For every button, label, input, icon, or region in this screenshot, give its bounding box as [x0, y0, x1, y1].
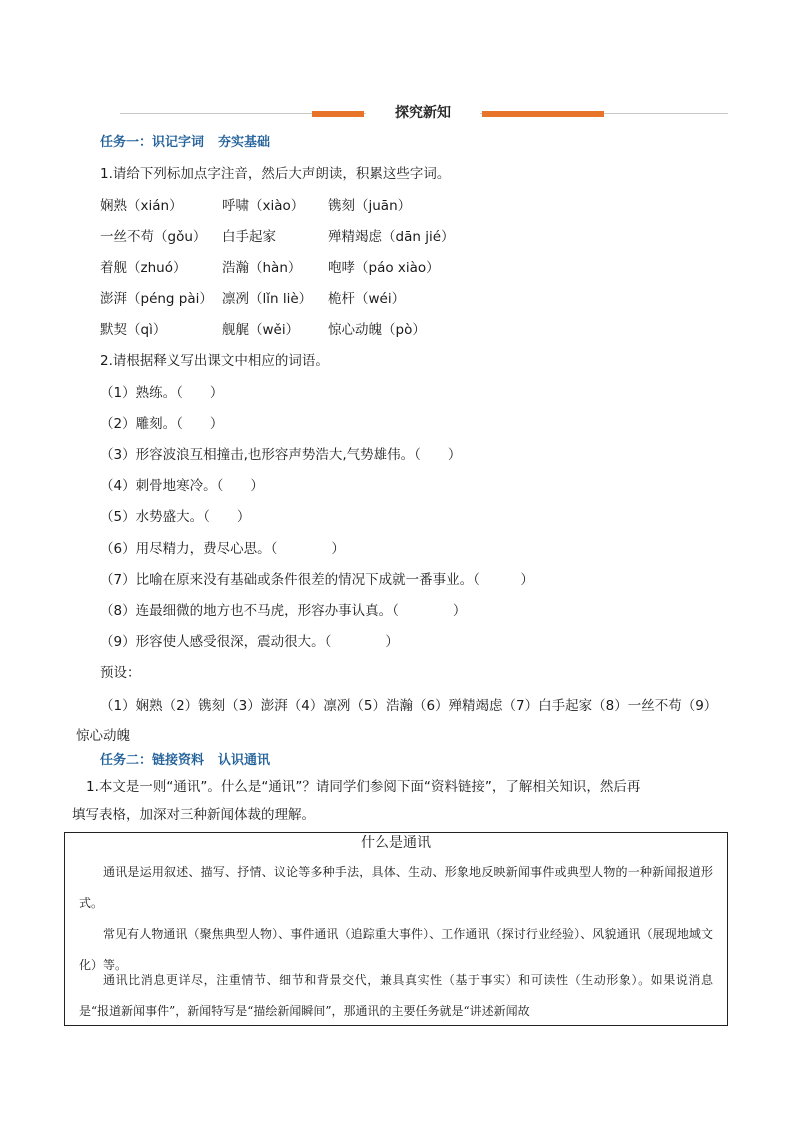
task2-question-1-line2: 填写表格，加深对三种新闻体裁的理解。: [72, 807, 315, 823]
word-item: 澎湃（péng pài）: [100, 291, 213, 307]
word-item: 舰艉（wěi）: [222, 322, 300, 338]
preset-label: 预设：: [100, 665, 141, 681]
task2-question-1-line1: 1.本文是一则“通讯”。什么是“通讯”？请同学们参阅下面“资料链接”，了解相关知识，然后再: [86, 779, 641, 795]
word-item: 着舰（zhuó）: [100, 260, 187, 276]
task1-heading-sub: 夯实基础: [218, 135, 271, 150]
resource-paragraph-2: 常见有人物通讯（聚焦典型人物）、事件通讯（追踪重大事件）、工作通讯（探讨行业经验）、风貌通讯（展现地域文化）等。: [79, 927, 713, 972]
word-row-4: [100, 290, 405, 308]
definition-item: （6）用尽精力，费尽心思。（ ）: [100, 541, 345, 557]
definition-item: （9）形容使人感受很深，震动很大。（ ）: [100, 634, 399, 650]
resource-paragraph-3: 通讯比消息更详尽，注重情节、细节和背景交代，兼具真实性（基于事实）和可读性（生动形象）。如果说消息是“报道新闻事件”，新闻特写是“描绘新闻瞬间”，那通讯的主要任务就是“讲述新闻故: [79, 973, 713, 1018]
task2-heading-sub: 认识通讯: [218, 753, 271, 768]
definition-item: （5）水势盛大。（ ）: [100, 509, 251, 525]
definition-item: （7）比喻在原来没有基础或条件很差的情况下成就一番事业。（ ）: [100, 572, 534, 588]
definition-item: （4）刺骨地寒冷。（ ）: [100, 478, 264, 494]
word-item: 一丝不苟（gǒu）: [100, 229, 207, 245]
word-item: 浩瀚（hàn）: [222, 260, 302, 276]
header-accent-left: [312, 111, 364, 117]
word-item: 咆哮（páo xiào）: [328, 260, 440, 276]
word-item: 娴熟（xián）: [100, 198, 183, 214]
task1-question-2: 2.请根据释义写出课文中相应的词语。: [100, 353, 329, 369]
definition-item: （3）形容波浪互相撞击,也形容声势浩大,气势雄伟。（ ）: [100, 447, 462, 463]
word-item: 呼啸（xiào）: [222, 198, 305, 214]
task1-heading-main: 任务一：识记字词: [100, 135, 205, 150]
word-item: 凛冽（lǐn liè）: [222, 291, 313, 307]
word-item: 镌刻（juān）: [328, 198, 412, 214]
word-row-5: [100, 321, 426, 339]
task1-heading: [100, 134, 284, 152]
section-header: [120, 104, 728, 122]
resource-box: [64, 832, 728, 1026]
task2-heading: [100, 752, 284, 770]
task1-question-1: 1.请给下列标加点字注音，然后大声朗读，积累这些字词。: [100, 166, 451, 182]
word-item: 白手起家: [222, 229, 276, 245]
preset-answer: （1）娴熟（2）镌刻（3）澎湃（4）凛冽（5）浩瀚（6）殚精竭虑（7）白手起家（8）一丝不苟（9）惊心动魄: [76, 698, 718, 744]
header-accent-right: [482, 111, 604, 117]
word-item: 桅杆（wéi）: [328, 291, 406, 307]
section-title: 探究新知: [366, 104, 480, 122]
definition-item: （2）雕刻。（ ）: [100, 416, 224, 432]
word-item: 惊心动魄（pò）: [328, 322, 426, 338]
resource-paragraph-1: 通讯是运用叙述、描写、抒情、议论等多种手法，具体、生动、形象地反映新闻事件或典型人物的一种新闻报道形式。: [79, 865, 713, 910]
resource-box-title: 什么是通讯: [361, 835, 431, 851]
word-row-1: [100, 197, 411, 215]
definition-item: （8）连最细微的地方也不马虎，形容办事认真。（ ）: [100, 603, 467, 619]
word-row-3: [100, 259, 440, 277]
word-item: 默契（qì）: [100, 322, 167, 338]
word-row-2: [100, 228, 455, 246]
word-item: 殚精竭虑（dān jié）: [328, 229, 455, 245]
definition-item: （1）熟练。（ ）: [100, 385, 224, 401]
task2-heading-main: 任务二：链接资料: [100, 753, 205, 768]
